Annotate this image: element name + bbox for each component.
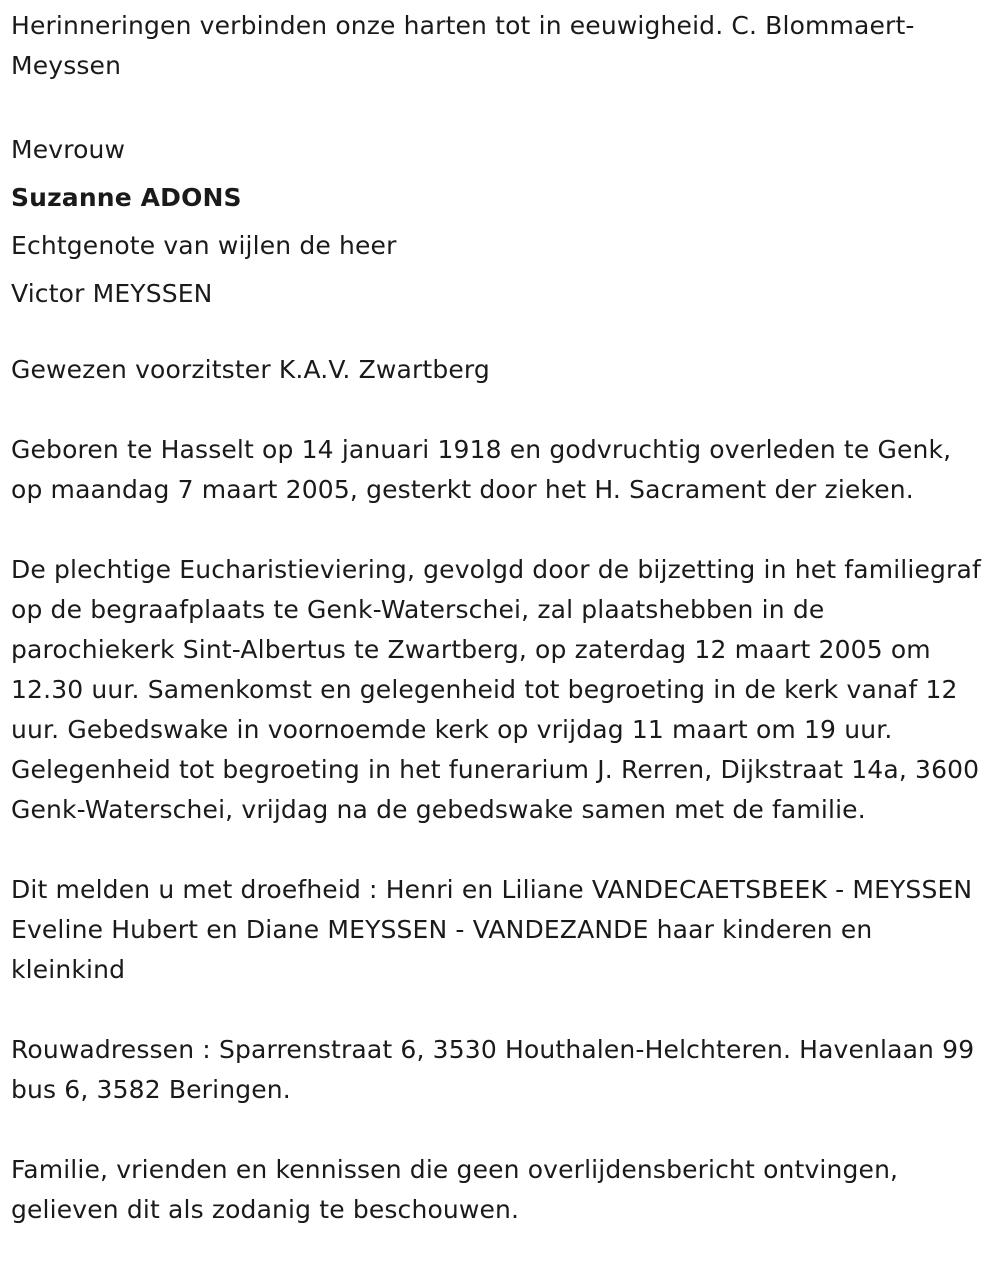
title-line: Mevrouw: [11, 135, 126, 164]
closing-text: Familie, vrienden en kennissen die geen overlijdensbericht ontvingen, gelieven dit als zodanig te beschouwen.: [11, 1155, 899, 1224]
role-text: Gewezen voorzitster K.A.V. Zwartberg: [11, 355, 490, 384]
addresses-text: Rouwadressen : Sparrenstraat 6, 3530 Houthalen-Helchteren. Havenlaan 99 bus 6, 3582 Beringen.: [11, 1035, 975, 1104]
announcement-text: Dit melden u met droefheid : Henri en Liliane VANDECAETSBEEK - MEYSSEN Eveline Hubert en Diane MEYSSEN - VANDEZANDE haar kinderen en kleinkind: [11, 875, 973, 984]
birth-death-text: Geboren te Hasselt op 14 januari 1918 en godvruchtig overleden te Genk, op maandag 7 maart 2005, gesterkt door het H. Sacrament der zieken.: [11, 435, 952, 504]
ceremony-text: De plechtige Eucharistieviering, gevolgd door de bijzetting in het familiegraf op de begraafplaats te Genk-Waterschei, zal plaatshebben in de parochiekerk Sint-Albertus te Zwartberg, op zaterdag 12 maart 2005 om 12.30 uur. Samenkomst en gelegenheid tot begroeting in de kerk vanaf 12 uur. Gebedswake in voornoemde kerk op vrijdag 11 maart om 19 uur. Gelegenheid tot begroeting in het funerarium J. Rerren, Dijkstraat 14a, 3600 Genk-Waterschei, vrijdag na de gebedswake samen met de familie.: [11, 555, 981, 824]
intro-text: Herinneringen verbinden onze harten tot in eeuwigheid. C. Blommaert-Meyssen: [11, 11, 915, 80]
spouse-name: Victor MEYSSEN: [11, 279, 213, 308]
obituary-document: [11, 6, 986, 1230]
deceased-name: Suzanne ADONS: [11, 183, 242, 212]
spouse-line: Echtgenote van wijlen de heer: [11, 231, 397, 260]
